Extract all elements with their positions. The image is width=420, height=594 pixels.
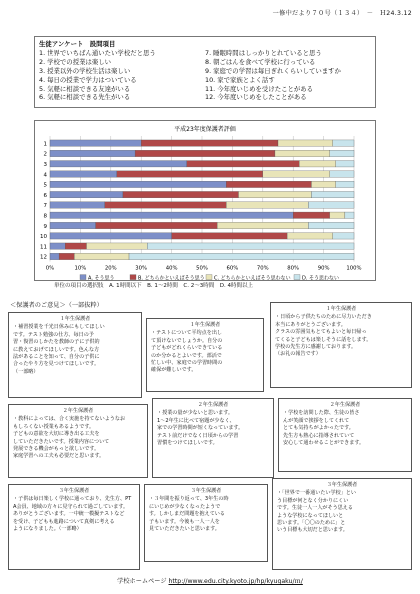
legend-swatch — [206, 275, 212, 280]
y-category-label: 10 — [40, 234, 47, 241]
opinion-line: 見ていただきたいと思います。 — [149, 526, 220, 533]
opinion-line: てくると子どもは楽しそうに話をします。 — [275, 336, 372, 343]
bar-segment — [172, 233, 288, 239]
y-category-label: 3 — [43, 161, 47, 168]
legend-label: B. どちらかといえばそう思う — [138, 275, 205, 282]
bar-segment — [311, 181, 335, 187]
survey-question-list — [34, 36, 376, 108]
opinion-line: 家庭学習への工夫も必要だと思います。 — [13, 453, 105, 460]
y-category-label: 6 — [43, 192, 47, 199]
bar-segment — [299, 161, 335, 167]
homepage-link[interactable]: http://www.edu.city.kyoto.jp/hp/kyugaku/ｍ/ — [168, 578, 303, 585]
bar-segment — [105, 202, 227, 208]
opinion-line: て頂けないでしょうか。自分の — [151, 337, 223, 344]
opinion-box-grade2-a — [8, 404, 148, 478]
bar-segment — [50, 202, 105, 208]
opinion-line: ・３年間を振り返って、3年生の時 — [149, 496, 229, 503]
y-category-label: 12 — [40, 254, 47, 261]
opinion-line: 先生方も熱心に指導されていて — [283, 432, 355, 439]
bar-segment — [50, 233, 172, 239]
opinion-line: 思います。「〇〇のために」と — [277, 520, 346, 527]
opinion-line: 発展できる機会がもっと欲しいです。 — [13, 446, 100, 453]
opinion-line: 安心して通わせることができます。 — [283, 440, 365, 447]
survey-item: 12. 今年度いじめをしたことがある — [205, 93, 307, 102]
bar-segment — [187, 161, 299, 167]
bar-segment — [50, 181, 226, 187]
legend-label: A. そう思う — [88, 275, 115, 282]
opinion-box-grade3-b — [144, 484, 268, 562]
opinion-line: ・学校を訪問した際、生徒の皆さ — [283, 410, 360, 417]
bar-segment — [129, 253, 354, 259]
y-category-label: 11 — [40, 244, 47, 251]
opinion-line: 子どもの意欲を大切に導き出る工夫を — [13, 431, 100, 438]
survey-item: 11. 今年度いじめを受けたことがある — [205, 84, 314, 93]
survey-item: 3. 授業以外の学校生活は楽しい — [39, 66, 131, 75]
bar-segment — [50, 171, 117, 177]
opinion-box-grade2-b — [152, 398, 274, 478]
bar-segment — [287, 233, 333, 239]
opinion-line: 合ったやり方を見つけてほしいです。 — [13, 361, 100, 368]
opinion-line: う目標が何となく分かりにくい — [277, 497, 349, 504]
opinion-line: んが笑顔で挨拶をしてくれて — [283, 417, 350, 424]
x-tick-label: 10% — [74, 265, 87, 272]
legend-swatch — [294, 275, 300, 280]
opinion-line: もしろくない授業もあるようです。 — [13, 423, 95, 430]
opinion-line: 1～2年生に比べて宿題が少なく、 — [157, 417, 235, 424]
opinion-line: A会員、地域の方々に見守られて過ごしています。 — [13, 503, 129, 510]
opinion-box-title: １年生保護者 — [59, 316, 91, 322]
survey-title: 生徒アンケート 設問項目 — [39, 40, 116, 48]
opinion-box-grade1-b — [146, 318, 264, 392]
x-tick-label: 20% — [104, 265, 117, 272]
opinion-line: いう目標も大切だと思います。 — [277, 527, 348, 534]
survey-item: 4. 毎日の授業で学力はついている — [39, 75, 137, 84]
bar-segment — [96, 222, 218, 228]
opinion-line: に教えておげてほしいです。色んな方 — [13, 346, 100, 353]
bar-segment — [74, 253, 129, 259]
opinion-line: ・テストについて平均点を出し — [151, 330, 223, 337]
bar-segment — [330, 212, 345, 218]
opinion-box-grade2-c — [278, 398, 412, 472]
opinion-line: とても気持ちがよかったです。 — [283, 425, 354, 432]
chart-title: 平成23年度保護者評価 — [174, 126, 236, 133]
opinion-line: ような学校になってほしいと — [277, 512, 344, 519]
opinion-line: ・授業の量が少ないと思います。 — [157, 410, 233, 417]
y-category-label: 1 — [43, 141, 47, 148]
opinions-heading: ＜保護者のご意見＞（一部抜粋） — [10, 302, 103, 309]
x-tick-label: 100% — [346, 265, 362, 272]
legend-swatch — [80, 275, 86, 280]
legend-label: D. そう思わない — [302, 275, 340, 282]
x-tick-label: 90% — [317, 265, 330, 272]
opinion-box-grade3-c — [272, 478, 412, 570]
opinion-line: クラスの雰囲気もとてもよいと毎日帰っ — [275, 329, 367, 336]
y-category-label: 2 — [43, 151, 47, 158]
opinion-line: にいじめが少なくなったようで — [149, 503, 221, 510]
opinion-line: 忙しい中、家庭での学習時間の — [151, 360, 223, 367]
bar-segment — [263, 171, 330, 177]
bar-segment — [86, 243, 147, 249]
opinion-line: 本当にありがとうございます。 — [275, 321, 346, 328]
bar-segment — [330, 171, 354, 177]
opinion-line: 法があることを知って、自分の子供に — [13, 354, 100, 361]
x-tick-label: 80% — [287, 265, 300, 272]
survey-item: 7. 睡眠時間はしっかりとれていると思う — [205, 48, 322, 57]
opinion-box-grade3-a — [8, 484, 140, 570]
survey-item: 2. 学校での授業は楽しい — [39, 57, 112, 66]
opinion-box-title: １年生保護者 — [325, 306, 357, 312]
survey-item: 6. 気軽に相談できる先生がいる — [39, 93, 131, 102]
homepage-label: 学校ホームページ — [117, 578, 167, 585]
bar-segment — [333, 233, 354, 239]
bar-segment — [217, 222, 308, 228]
opinion-box-title: ２年生保護者 — [197, 402, 229, 408]
opinion-box-title: ３年生保護者 — [190, 488, 222, 494]
x-tick-label: 50% — [196, 265, 208, 272]
survey-item: 8. 朝ごはんを食べて学校に行っている — [205, 57, 316, 66]
y-category-label: 7 — [43, 203, 47, 210]
bar-segment — [50, 243, 65, 249]
bar-segment — [311, 191, 354, 197]
opinion-line: 習・復習のしかたを教師の子に子供的 — [13, 339, 100, 346]
bar-segment — [147, 243, 354, 249]
y-category-label: 8 — [43, 213, 47, 220]
legend-label: C. どちらかといえばそう思わない — [214, 275, 291, 282]
opinion-line: 子もいます。今後も一人一人を — [149, 518, 220, 525]
opinion-line: 学校の先生方に感謝しております。 — [275, 344, 357, 351]
opinion-line: していただきたいです。授業内容について — [13, 438, 110, 445]
opinion-line: ありがとうございます。一中統一模擬テストなど — [13, 511, 125, 518]
x-tick-label: 0% — [45, 265, 55, 272]
opinion-line: のか分かるとよいです。部活で — [151, 352, 222, 359]
bar-segment — [293, 212, 329, 218]
opinion-line: ・教科によっては、合く実施を持てないようなお — [13, 416, 126, 423]
opinion-line: ・日頃から子供たちのために尽力いただき — [275, 314, 372, 321]
bar-segment — [50, 150, 135, 156]
y-category-label: 4 — [43, 172, 47, 179]
bar-segment — [345, 212, 354, 218]
bar-segment — [336, 161, 354, 167]
bar-segment — [336, 181, 354, 187]
bar-segment — [59, 253, 74, 259]
opinion-box-title: ３年生保護者 — [58, 488, 90, 494]
x-tick-label: 70% — [256, 265, 269, 272]
stacked-bar-chart — [34, 120, 376, 308]
opinion-line: 確保が難しいです。 — [151, 367, 197, 374]
bar-segment — [226, 202, 308, 208]
bar-segment — [226, 181, 311, 187]
opinion-line: （一部略） — [13, 368, 39, 375]
bar-segment — [330, 150, 354, 156]
opinion-box-title: ２年生保護者 — [329, 402, 361, 408]
bar-segment — [308, 222, 354, 228]
bar-segment — [308, 202, 354, 208]
opinion-box-grade1-c — [270, 302, 412, 388]
bar-segment — [50, 140, 141, 146]
opinion-line: を受け、子どもも進路について真剣に考える — [13, 518, 115, 525]
survey-item: 1. 世界でいちばん通いたい学校だと思う — [39, 48, 156, 57]
survey-item: 9. 家庭での学習は毎日ぎれくらいしていますか — [205, 66, 341, 75]
y-category-label: 9 — [43, 223, 47, 230]
opinion-line: です。生徒一人一人がそう思える — [277, 505, 353, 512]
opinion-box-title: １年生保護者 — [189, 322, 221, 328]
bar-segment — [50, 222, 96, 228]
x-tick-label: 40% — [165, 265, 178, 272]
opinion-line: ・子供は毎日楽しく学校に通っており、先生方、PT — [13, 496, 132, 503]
school-homepage-footer — [0, 576, 420, 585]
bar-segment — [238, 191, 311, 197]
opinion-box-grade1-a — [8, 312, 142, 398]
bar-segment — [135, 150, 275, 156]
bar-segment — [141, 140, 278, 146]
bar-segment — [117, 171, 263, 177]
survey-item: 10. 家で家族とよく話す — [205, 75, 275, 84]
x-tick-label: 60% — [226, 265, 239, 272]
opinion-line: ・補習授業を千光日休みにもしてほしい — [13, 324, 105, 331]
opinion-line: テスト前だけでなく日頃からの学習 — [157, 432, 239, 439]
y-category-label: 5 — [43, 182, 47, 189]
opinion-line: （お礼の報告です） — [275, 351, 321, 358]
bar-segment — [278, 140, 333, 146]
legend-swatch — [130, 275, 136, 280]
survey-item: 5. 気軽に相談できる友達がいる — [39, 84, 131, 93]
opinion-box-title: ２年生保護者 — [62, 408, 94, 414]
opinion-line: ・「世界で一番通いたい学校」とい — [277, 490, 356, 497]
opinion-line: 習慣をつけてほしいです。 — [157, 440, 218, 447]
opinion-line: 子どもがどれくらいできている — [151, 345, 223, 352]
newsletter-header: 一修中だより７０号（１３４） － Ｈ24.3.12 — [272, 10, 412, 17]
opinion-line: す。しかしまだ問題を抱えている — [149, 511, 225, 518]
opinion-line: です。テスト勉強の仕方、毎日の予 — [13, 331, 94, 338]
bar-segment — [50, 191, 123, 197]
bar-segment — [50, 253, 59, 259]
bar-segment — [50, 161, 187, 167]
opinion-line: ようになりました。（一部略） — [13, 526, 82, 533]
bar-segment — [275, 150, 330, 156]
chart-note: 単位の項目の選択肢 A. 1時間以下 B. 1～2時間 C. 2～3時間 D. 4時間以上 — [54, 283, 253, 289]
bar-segment — [333, 140, 354, 146]
bar-segment — [50, 212, 293, 218]
opinion-box-title: ３年生保護者 — [326, 482, 358, 488]
x-tick-label: 30% — [135, 265, 148, 272]
bar-segment — [65, 243, 86, 249]
bar-segment — [123, 191, 239, 197]
opinion-line: 家での学習時間が短くなっています。 — [157, 425, 244, 432]
